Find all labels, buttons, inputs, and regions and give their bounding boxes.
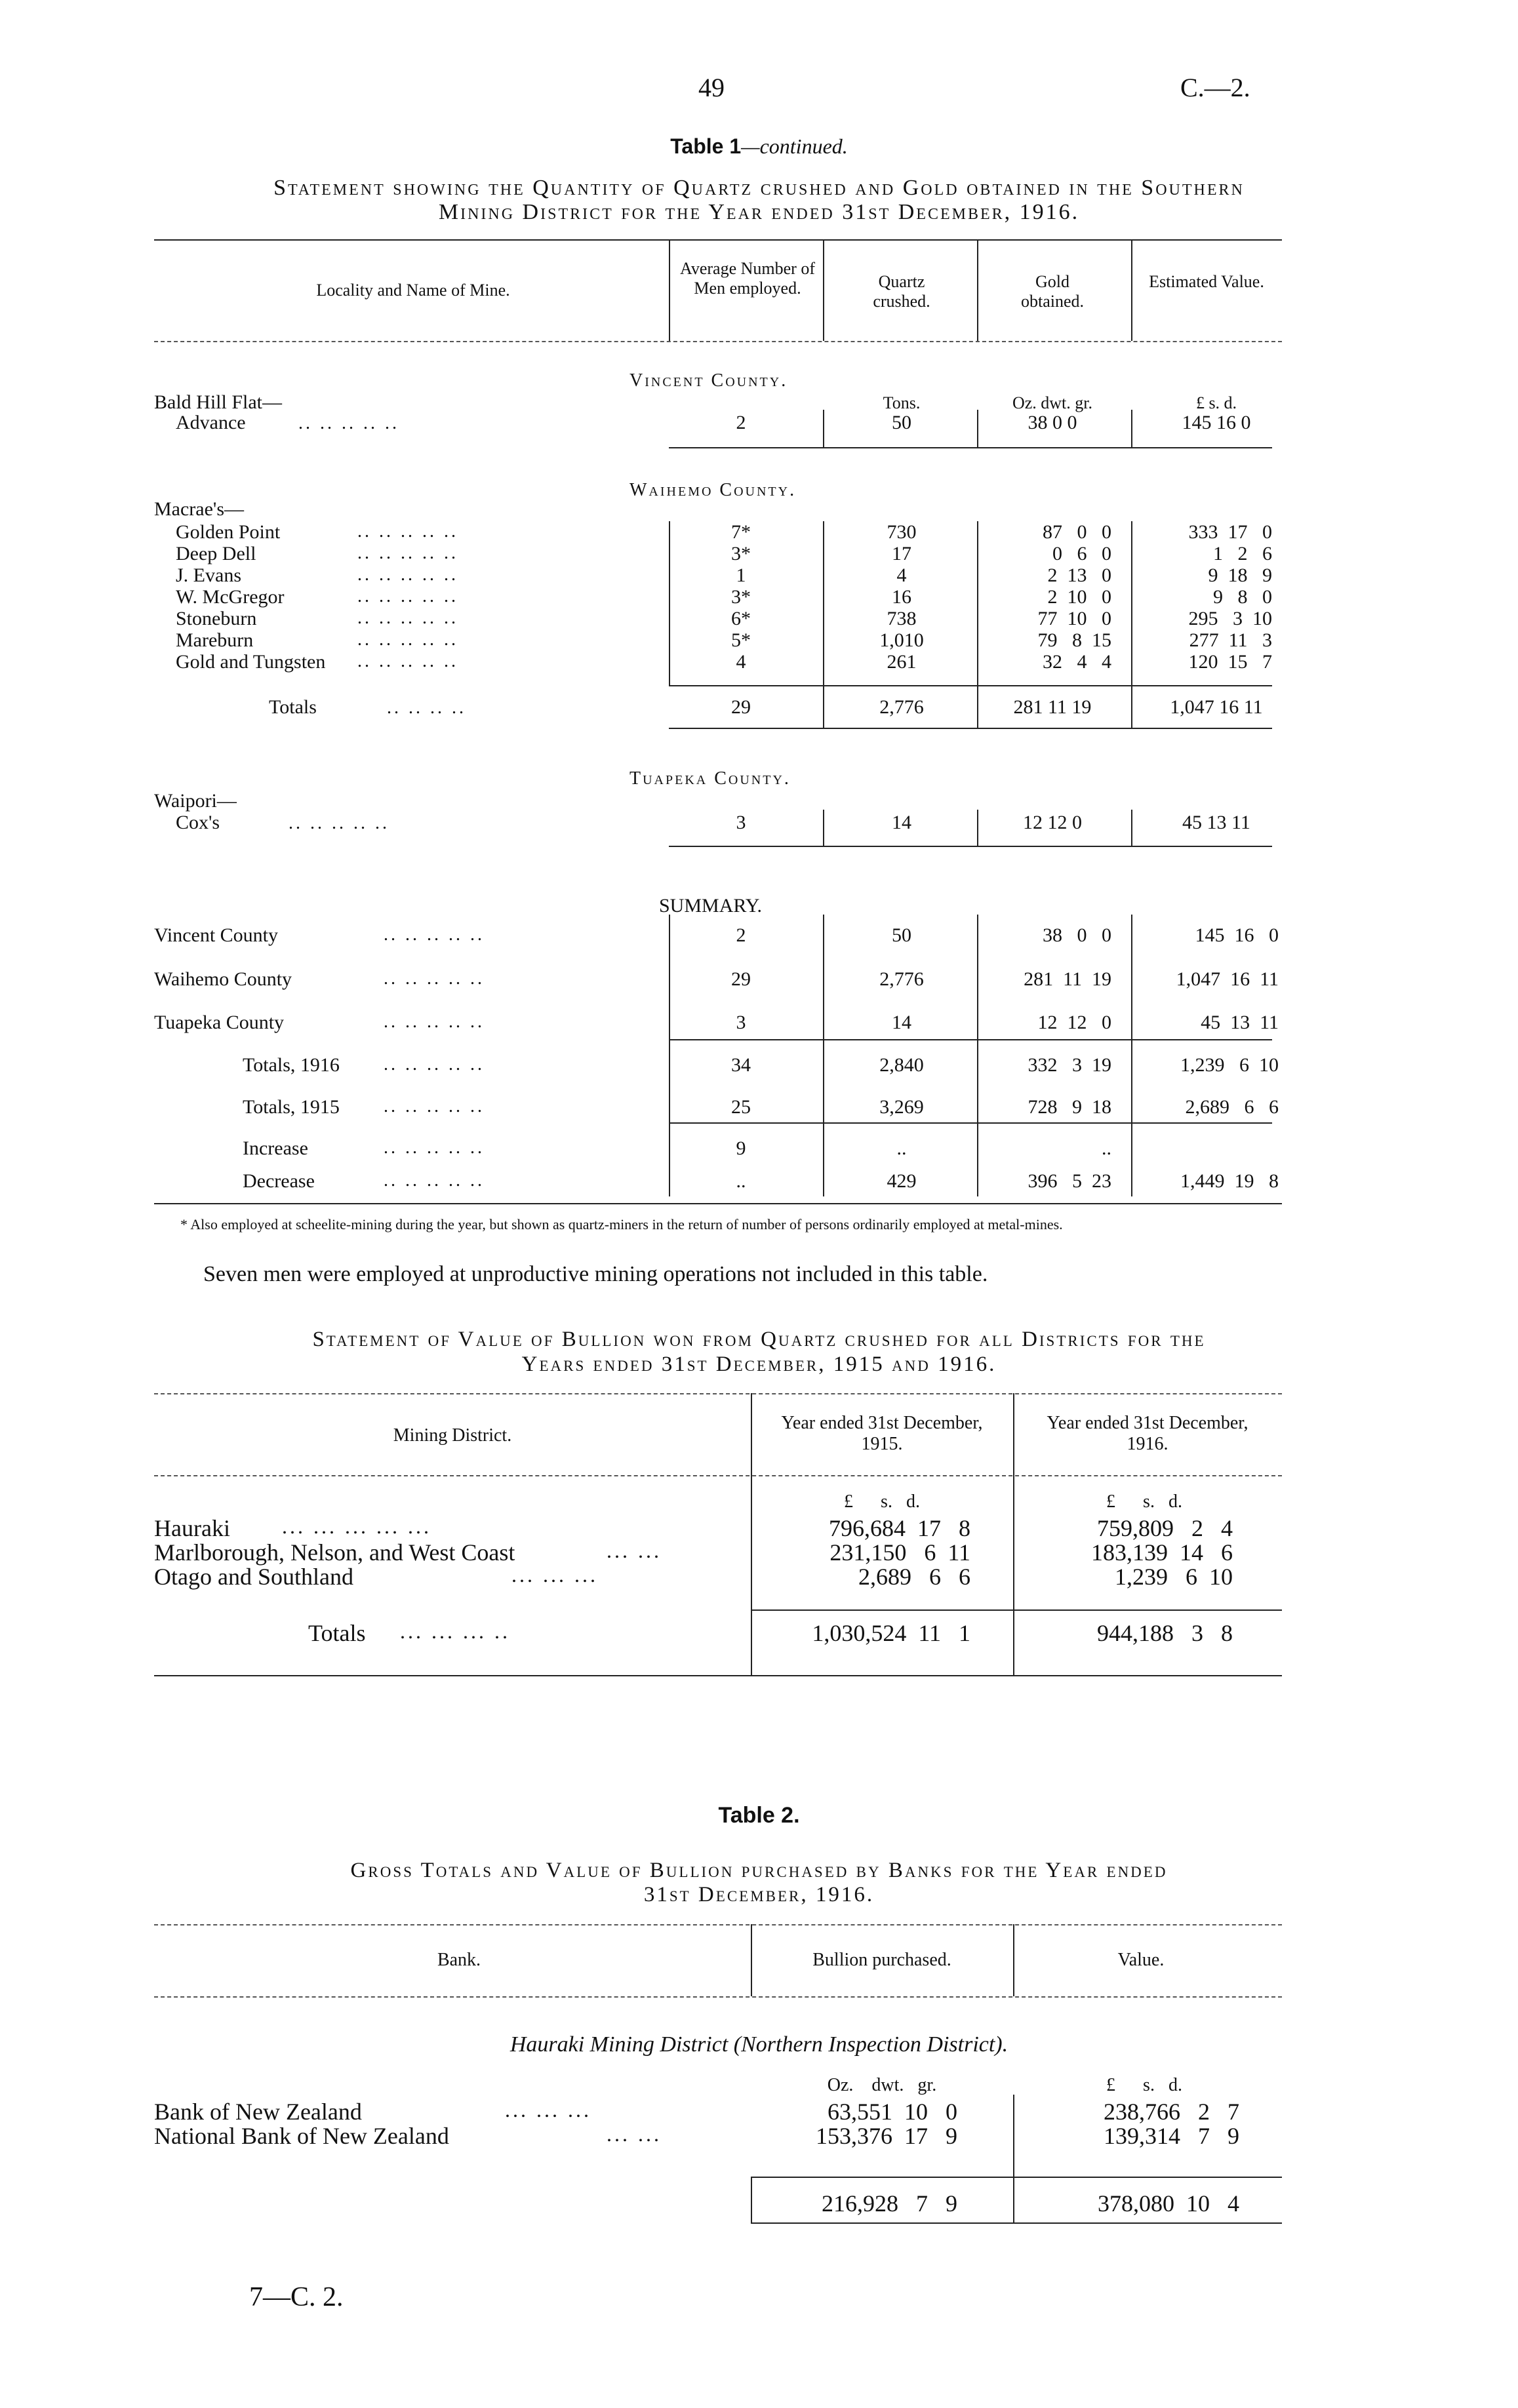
mine-men: 2 (736, 412, 746, 433)
leader-dots: ... ... ... (511, 1563, 598, 1587)
mine-value: 9 18 9 (1208, 564, 1272, 586)
mine-men: 5* (731, 629, 751, 651)
mine-name: Cox's (176, 812, 220, 833)
mine-name: Stoneburn (176, 608, 257, 629)
leader-dots: .. .. .. .. .. (289, 813, 389, 833)
summary-row-label: Tuapeka County (154, 1012, 285, 1033)
table1-col-divider-4 (1131, 239, 1132, 341)
mine-gold: 12 12 0 (1023, 812, 1082, 833)
table1-note: Seven men were employed at unproductive mining operations not included in this table. (203, 1262, 988, 1286)
mine-value: 1 2 6 (1213, 543, 1272, 564)
waihemo-totals-label: Totals (269, 696, 317, 718)
mine-value: 295 3 10 (1188, 608, 1272, 629)
mine-gold: 0 6 0 (1052, 543, 1111, 564)
page-number: 49 (698, 73, 725, 102)
mine-name: Gold and Tungsten (176, 651, 326, 673)
leader-dots: .. .. .. .. .. (384, 968, 485, 989)
district-1916: 183,139 14 6 (1091, 1539, 1233, 1566)
mine-men: 6* (731, 608, 751, 629)
waihemo-divider-2 (823, 521, 824, 728)
table1-header-rule (154, 341, 1282, 342)
leader-dots: .. .. .. .. .. (384, 1054, 485, 1075)
vincent-rule (669, 447, 1272, 448)
mine-value: 145 16 0 (1182, 412, 1251, 433)
mine-value: 277 11 3 (1189, 629, 1272, 651)
page-signature: 7—C. 2. (249, 2282, 344, 2312)
tuapeka-divider (977, 810, 978, 846)
mine-men: 3* (731, 586, 751, 608)
mine-gold: 2 10 0 (1047, 586, 1111, 608)
leader-dots: ... ... ... ... ... (282, 1514, 431, 1538)
unit-value: £ s. d. (1195, 393, 1237, 412)
table1-title-line1: Statement showing the Quantity of Quartz crushed and Gold obtained in the Southern (273, 176, 1245, 200)
table2-divider (1013, 1924, 1014, 1996)
district-1916: 1,239 6 10 (1115, 1564, 1233, 1590)
summary-gold: 38 0 0 (1043, 924, 1111, 946)
district-1915: 231,150 6 11 (829, 1539, 970, 1566)
mine-value: 333 17 0 (1188, 521, 1272, 543)
mine-gold: 77 10 0 (1037, 608, 1111, 629)
mine-men: 1 (736, 564, 746, 586)
summary-row-label: Decrease (243, 1170, 315, 1192)
mine-name: W. McGregor (176, 586, 285, 608)
mine-quartz: 1,010 (879, 629, 924, 651)
table2-divider (1013, 2177, 1014, 2222)
mine-gold: 38 0 0 (1028, 412, 1077, 433)
bullion-title-line1: Statement of Value of Bullion won from Quartz crushed for all Districts for the (312, 1328, 1206, 1351)
group-macraes: Macrae's— (154, 498, 245, 520)
summary-row-label: Totals, 1916 (243, 1054, 340, 1076)
waihemo-bottom-rule (669, 728, 1272, 729)
leader-dots: .. .. .. .. .. (357, 564, 458, 585)
summary-men: .. (736, 1170, 746, 1192)
bank-name: National Bank of New Zealand (154, 2123, 449, 2149)
group-bald-hill-flat: Bald Hill Flat— (154, 391, 282, 413)
summary-quartz: 429 (887, 1170, 917, 1192)
unit-1915: £ s. d. (844, 1491, 920, 1512)
waihemo-divider-3 (977, 521, 978, 728)
leader-dots: .. .. .. .. .. (357, 651, 458, 671)
document-reference: C.—2. (1180, 73, 1250, 102)
table1-title-line2: Mining District for the Year ended 31st December, 1916. (438, 200, 1080, 224)
summary-gold: 332 3 19 (1028, 1054, 1111, 1076)
bullion-divider-2 (1013, 1393, 1014, 1675)
mine-quartz: 17 (892, 543, 911, 564)
bullion-totals-label: Totals (308, 1620, 366, 1646)
summary-divider-2 (823, 915, 824, 1196)
leader-dots: ... ... (607, 1539, 662, 1562)
summary-gold: 281 11 19 (1024, 968, 1111, 990)
leader-dots: .. .. .. .. .. (384, 1096, 485, 1116)
tuapeka-divider (1131, 810, 1132, 846)
summary-heading: SUMMARY. (659, 895, 763, 917)
district-1915: 796,684 17 8 (829, 1515, 970, 1541)
bank-bullion: 153,376 17 9 (816, 2123, 957, 2149)
summary-men: 29 (731, 968, 751, 990)
leader-dots: .. .. .. .. .. (357, 608, 458, 628)
bullion-top-rule (154, 1393, 1282, 1394)
leader-dots: ... ... ... .. (400, 1619, 510, 1643)
summary-row-label: Waihemo County (154, 968, 292, 990)
table1-col-divider-2 (823, 239, 824, 341)
table2-divider (751, 2177, 752, 2222)
column-locality: Locality and Name of Mine. (316, 281, 510, 300)
mine-name: J. Evans (176, 564, 241, 586)
summary-value: 1,449 19 8 (1180, 1170, 1279, 1192)
bank-value: 139,314 7 9 (1104, 2123, 1239, 2149)
mine-value: 45 13 11 (1182, 812, 1250, 833)
summary-gold: 728 9 18 (1028, 1096, 1111, 1118)
summary-gold: 396 5 23 (1028, 1170, 1111, 1192)
district-name: Marlborough, Nelson, and West Coast (154, 1539, 515, 1566)
bullion-title-line2: Years ended 31st December, 1915 and 1916. (521, 1352, 997, 1376)
table1-heading-suffix: —continued. (741, 134, 848, 158)
summary-gold: .. (1102, 1137, 1111, 1159)
mine-men: 4 (736, 651, 746, 673)
bullion-total-1916: 944,188 3 8 (1097, 1620, 1233, 1646)
mine-value: 120 15 7 (1188, 651, 1272, 673)
district-1916: 759,809 2 4 (1097, 1515, 1233, 1541)
summary-divider-1 (669, 915, 670, 1196)
vincent-divider (1131, 410, 1132, 447)
leader-dots: .. .. .. .. .. (384, 1137, 485, 1158)
mine-gold: 2 13 0 (1047, 564, 1111, 586)
column-quartz: Quartz crushed. (873, 272, 930, 311)
mine-men: 3* (731, 543, 751, 564)
leader-dots: .. .. .. .. (387, 698, 466, 718)
mine-quartz: 261 (887, 651, 917, 673)
mine-quartz: 730 (887, 521, 917, 543)
summary-value: 45 13 11 (1201, 1012, 1279, 1033)
table2-district: Hauraki Mining District (Northern Inspection District). (509, 2032, 1009, 2057)
mine-gold: 32 4 4 (1043, 651, 1111, 673)
table2-title-line2: 31st December, 1916. (643, 1883, 875, 1906)
summary-quartz: 14 (892, 1012, 911, 1033)
table1-top-rule (154, 239, 1282, 241)
mine-name: Advance (176, 412, 246, 433)
summary-diff-rule (669, 1122, 1272, 1124)
summary-men: 2 (736, 924, 746, 946)
table2-total-value: 378,080 10 4 (1098, 2190, 1239, 2217)
tuapeka-rule (669, 846, 1272, 847)
mine-name: Deep Dell (176, 543, 256, 564)
mine-name: Golden Point (176, 521, 281, 543)
district-name: Hauraki (154, 1515, 230, 1541)
table2-heading: Table 2. (718, 1803, 800, 1828)
column-1916: Year ended 31st December, 1916. (1047, 1413, 1248, 1454)
vincent-divider (823, 410, 824, 447)
table2-bottom-rule (751, 2222, 1282, 2224)
bullion-bottom-rule (154, 1675, 1282, 1676)
bank-bullion: 63,551 10 0 (828, 2099, 957, 2125)
mine-gold: 79 8 15 (1037, 629, 1111, 651)
leader-dots: .. .. .. .. .. (357, 521, 458, 542)
unit-gold: Oz. dwt. gr. (1012, 393, 1093, 412)
summary-men: 34 (731, 1054, 751, 1076)
summary-value: 2,689 6 6 (1185, 1096, 1279, 1118)
leader-dots: .. .. .. .. .. (357, 629, 458, 650)
mine-name: Mareburn (176, 629, 254, 651)
table1-col-divider-3 (977, 239, 978, 341)
table2-total-bullion: 216,928 7 9 (822, 2190, 957, 2217)
section-waihemo-county: Waihemo County. (629, 480, 797, 500)
mine-quartz: 14 (892, 812, 911, 833)
section-tuapeka-county: Tuapeka County. (629, 768, 791, 789)
summary-value: 145 16 0 (1195, 924, 1279, 946)
mine-men: 3 (736, 812, 746, 833)
summary-men: 25 (731, 1096, 751, 1118)
district-1915: 2,689 6 6 (858, 1564, 970, 1590)
column-1915: Year ended 31st December, 1915. (781, 1413, 983, 1454)
summary-value: 1,239 6 10 (1180, 1054, 1279, 1076)
summary-quartz: 2,776 (879, 968, 924, 990)
waihemo-total-men: 29 (731, 696, 751, 718)
district-name: Otago and Southland (154, 1564, 353, 1590)
unit-bullion: Oz. dwt. gr. (827, 2075, 937, 2095)
group-waipori: Waipori— (154, 790, 237, 812)
column-bank: Bank. (437, 1950, 481, 1970)
bullion-totals-rule (751, 1609, 1282, 1611)
leader-dots: .. .. .. .. .. (384, 1012, 485, 1032)
summary-quartz: 2,840 (879, 1054, 924, 1076)
column-bullion: Bullion purchased. (812, 1950, 951, 1970)
summary-men: 9 (736, 1137, 746, 1159)
mine-quartz: 50 (892, 412, 911, 433)
leader-dots: .. .. .. .. .. (357, 543, 458, 563)
summary-men: 3 (736, 1012, 746, 1033)
summary-quartz: .. (896, 1137, 907, 1159)
vincent-divider (977, 410, 978, 447)
waihemo-divider-1 (669, 521, 670, 685)
section-vincent-county: Vincent County. (629, 370, 788, 391)
table1-bottom-rule (154, 1203, 1282, 1204)
summary-value: 1,047 16 11 (1176, 968, 1279, 990)
mine-value: 9 8 0 (1213, 586, 1272, 608)
summary-row-label: Vincent County (154, 924, 279, 946)
summary-quartz: 3,269 (879, 1096, 924, 1118)
bank-name: Bank of New Zealand (154, 2099, 362, 2125)
summary-row-label: Increase (243, 1137, 308, 1159)
table2-title-line1: Gross Totals and Value of Bullion purchased by Banks for the Year ended (350, 1859, 1168, 1882)
summary-gold: 12 12 0 (1037, 1012, 1111, 1033)
bullion-total-1915: 1,030,524 11 1 (812, 1620, 970, 1646)
waihemo-total-quartz: 2,776 (879, 696, 924, 718)
mine-quartz: 738 (887, 608, 917, 629)
leader-dots: ... ... ... (505, 2098, 591, 2122)
bank-value: 238,766 2 7 (1104, 2099, 1239, 2125)
column-bank-value: Value. (1117, 1950, 1165, 1970)
table2-header-rule (154, 1996, 1282, 1998)
mine-quartz: 4 (896, 564, 907, 586)
waihemo-total-gold: 281 11 19 (1013, 696, 1092, 718)
table2-top-rule (154, 1924, 1282, 1925)
unit-1916: £ s. d. (1106, 1491, 1182, 1512)
column-value: Estimated Value. (1149, 272, 1264, 291)
leader-dots: .. .. .. .. .. (384, 1170, 485, 1191)
leader-dots: .. .. .. .. .. (298, 413, 399, 433)
waihemo-total-value: 1,047 16 11 (1170, 696, 1263, 718)
table1-col-divider-1 (669, 239, 670, 341)
mine-quartz: 16 (892, 586, 911, 608)
table2-totals-rule (751, 2177, 1282, 2178)
column-mining-district: Mining District. (393, 1425, 512, 1446)
column-men: Average Number of Men employed. (680, 259, 815, 298)
bullion-divider-1 (751, 1393, 752, 1675)
table1-heading: Table 1—continued. (670, 134, 848, 158)
table2-divider (751, 1924, 752, 1996)
waihemo-totals-rule (669, 685, 1272, 686)
column-gold: Gold obtained. (1020, 272, 1085, 311)
leader-dots: ... ... (607, 2122, 662, 2146)
table2-divider (1013, 2095, 1014, 2180)
leader-dots: .. .. .. .. .. (384, 924, 485, 945)
summary-row-label: Totals, 1915 (243, 1096, 340, 1118)
tuapeka-divider (823, 810, 824, 846)
unit-bank-value: £ s. d. (1106, 2075, 1182, 2095)
summary-divider-4 (1131, 915, 1132, 1196)
bullion-header-rule (154, 1475, 1282, 1476)
table1-footnote: * Also employed at scheelite-mining during the year, but shown as quartz-miners in the return of number of persons ordinarily employed at metal-mines. (180, 1216, 1063, 1233)
mine-men: 7* (731, 521, 751, 543)
summary-quartz: 50 (892, 924, 911, 946)
summary-divider-3 (977, 915, 978, 1196)
waihemo-divider-4 (1131, 521, 1132, 728)
summary-totals-rule (669, 1039, 1272, 1040)
leader-dots: .. .. .. .. .. (357, 586, 458, 606)
unit-tons: Tons. (883, 393, 921, 412)
mine-gold: 87 0 0 (1043, 521, 1111, 543)
